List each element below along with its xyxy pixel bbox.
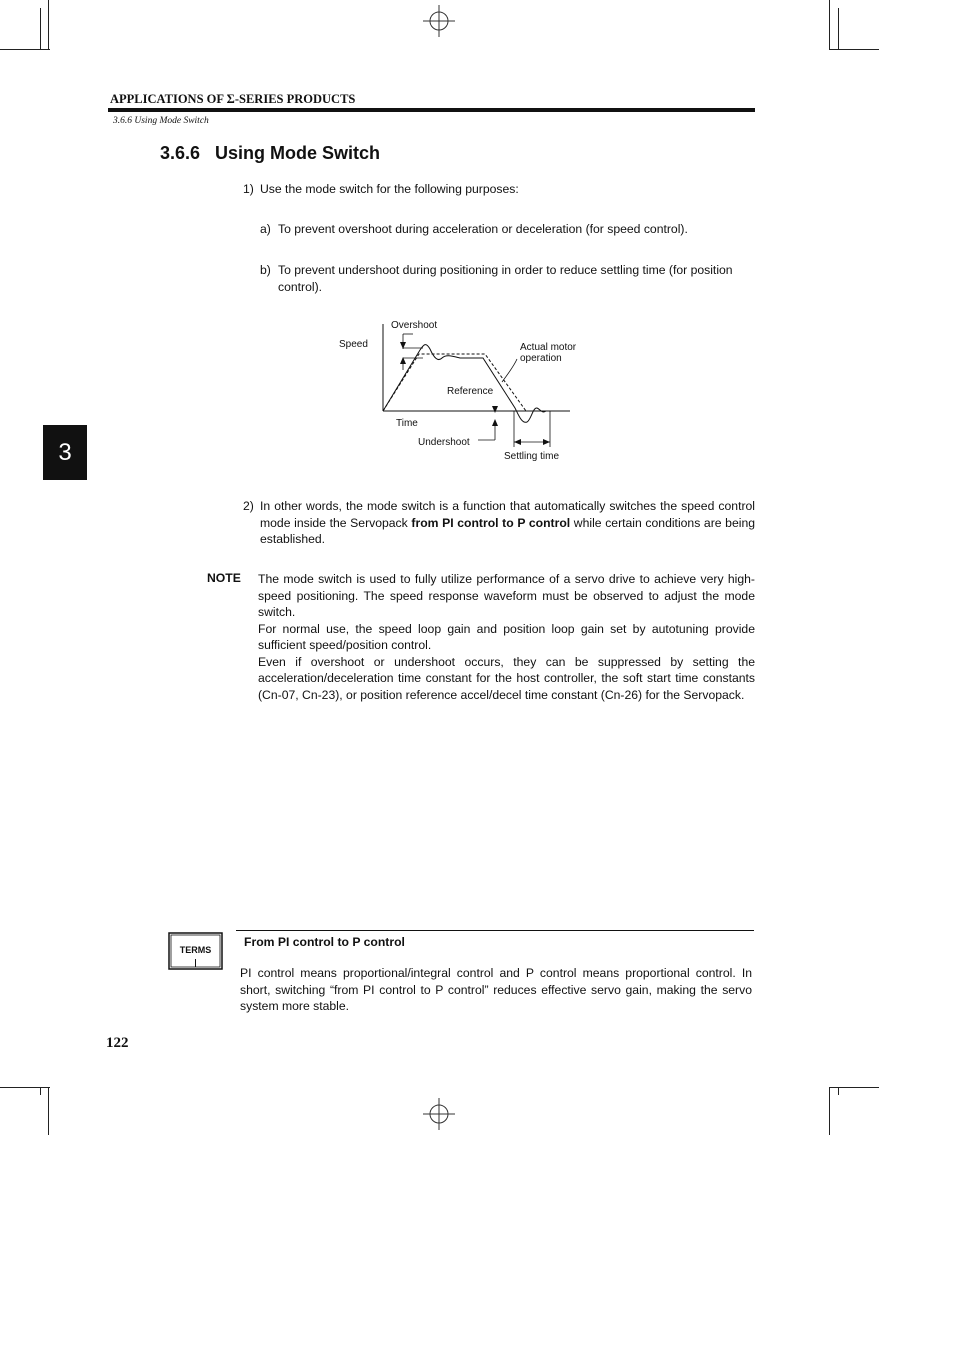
crop-mark <box>0 1087 50 1088</box>
registration-mark <box>423 1098 455 1130</box>
terms-title: From PI control to P control <box>244 935 405 949</box>
crop-mark <box>40 8 41 50</box>
diagram-label-overshoot: Overshoot <box>391 320 438 331</box>
note-paragraph: Even if overshoot or undershoot occurs, they can be suppressed by setting the acceleration/deceleration time constant for the host controller, the soft start time constants (Cn-07, Cn-23), or position reference accel/decel time constant (Cn-26) for the Servopack. <box>258 654 755 702</box>
crop-mark <box>829 49 879 50</box>
list-item <box>260 498 755 548</box>
crop-mark <box>829 0 830 50</box>
list-number: 1) <box>243 182 254 196</box>
chapter-tab: 3 <box>43 425 87 480</box>
diagram-label-time: Time <box>396 418 418 429</box>
list-item-text: while certain conditions are being established. <box>260 515 755 546</box>
running-subheader: 3.6.6 Using Mode Switch <box>113 116 209 126</box>
diagram-label-speed: Speed <box>339 339 368 350</box>
diagram-label-reference: Reference <box>447 386 494 397</box>
terms-rule <box>236 930 754 931</box>
diagram-label-actual-1: Actual motor <box>520 342 577 353</box>
list-item: To prevent undershoot during positioning in order to reduce settling time (for position control). <box>278 263 733 294</box>
list-letter: b) <box>260 263 271 277</box>
list-number: 2) <box>243 499 254 513</box>
note-paragraph: The mode switch is used to fully utilize performance of a servo drive to achieve very high-speed positioning. The speed response waveform must be observed to adjust the mode switch. <box>258 572 755 619</box>
list-item: To prevent overshoot during acceleration or deceleration (for speed control). <box>278 222 688 236</box>
terms-book-icon <box>168 932 223 970</box>
list-item-text: In other words, the mode switch is a function that automatically switches the speed control mode inside the Servopack <box>260 499 755 530</box>
terms-body: PI control means proportional/integral control and P control means proportional control. In short, switching “from PI control to P control” reduces effective servo gain, making the servo system more stable. <box>240 966 752 1013</box>
crop-mark <box>838 8 839 50</box>
crop-mark <box>48 1087 49 1135</box>
terms-icon-label: TERMS <box>179 945 212 955</box>
overshoot-diagram <box>330 312 600 472</box>
note-body <box>258 571 755 703</box>
header-rule <box>108 108 755 112</box>
crop-mark <box>838 1087 839 1095</box>
note-paragraph: For normal use, the speed loop gain and position loop gain set by autotuning provide sufficient speed/position control. <box>258 621 755 652</box>
crop-mark <box>0 49 50 50</box>
emphasis-text: from PI control to P control <box>411 515 571 530</box>
crop-mark <box>48 0 49 50</box>
crop-mark <box>829 1087 879 1088</box>
diagram-label-actual-2: operation <box>520 353 562 364</box>
crop-mark <box>40 1087 41 1095</box>
list-item: Use the mode switch for the following purposes: <box>260 182 519 196</box>
running-header: APPLICATIONS OF Σ-SERIES PRODUCTS <box>110 92 356 106</box>
crop-mark <box>829 1087 830 1135</box>
page-number: 122 <box>106 1035 129 1051</box>
diagram-label-settling: Settling time <box>504 451 560 462</box>
registration-mark <box>423 5 455 37</box>
diagram-label-undershoot: Undershoot <box>418 437 470 448</box>
list-letter: a) <box>260 222 271 236</box>
section-title: 3.6.6 Using Mode Switch <box>160 143 381 163</box>
note-label: NOTE <box>207 571 241 585</box>
